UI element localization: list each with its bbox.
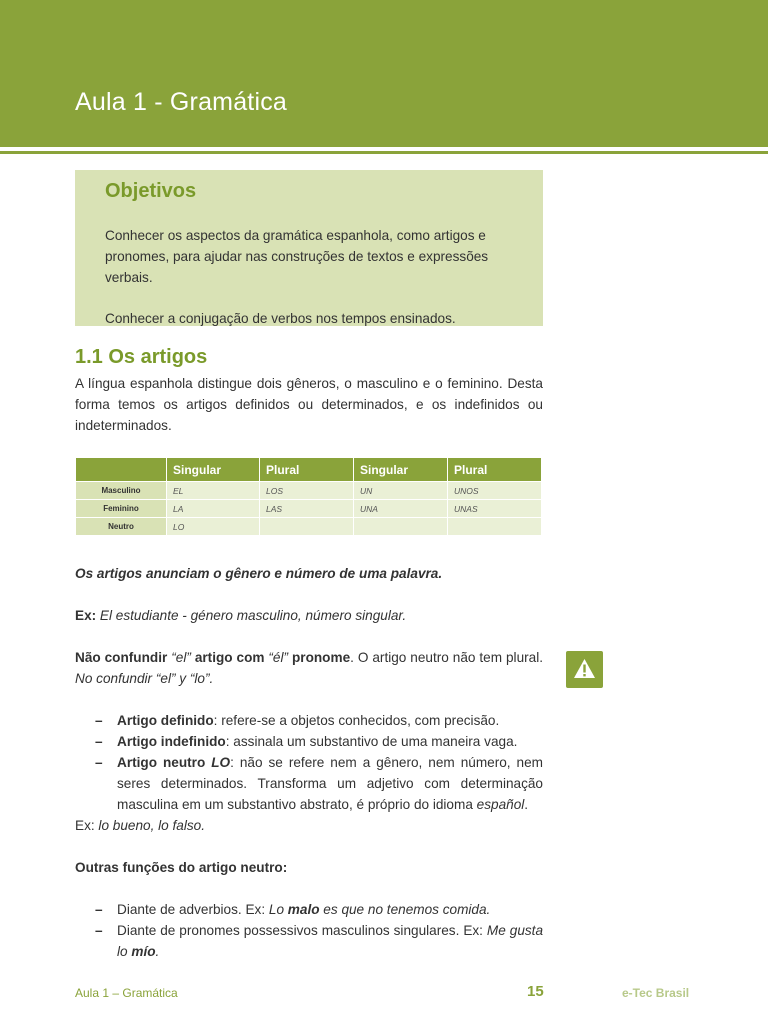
item-text: Diante de pronomes possessivos masculinos singulares. Ex: — [117, 923, 487, 938]
table-header: Singular — [167, 458, 260, 482]
article-types-list — [75, 710, 543, 815]
note-bold: artigo com — [194, 650, 265, 665]
note-text: . O artigo neutro não tem plural. — [350, 650, 544, 665]
item-italic: . — [155, 944, 160, 959]
objectives-title: Objetivos — [105, 180, 197, 202]
objective-2: Conhecer a conjugação de verbos nos tempos ensinados. — [105, 311, 456, 326]
table-cell — [354, 518, 448, 536]
item-end: . — [524, 797, 529, 812]
footer-chapter: Aula 1 – Gramática — [75, 986, 178, 1000]
item-italic: español — [476, 797, 525, 812]
section-title: 1.1 Os artigos — [75, 346, 208, 368]
page-title: Aula 1 - Gramática — [75, 88, 288, 116]
list-item — [75, 899, 543, 920]
example-label: Ex: — [75, 608, 97, 623]
note-bold: pronome — [291, 650, 351, 665]
item-term: Artigo neutro — [117, 755, 212, 770]
item-term-italic: LO — [211, 755, 231, 770]
header-bar — [0, 0, 768, 147]
dash-bullet: – — [95, 902, 103, 917]
note-italic: “él” — [264, 650, 292, 665]
objectives-box — [75, 170, 543, 326]
table-row — [76, 482, 542, 500]
header-divider — [0, 151, 768, 154]
table-header: Singular — [354, 458, 448, 482]
section-intro: A língua espanhola distingue dois gêneros, o masculino e o feminino. Desta forma temos os artigos definidos ou determinados, e os indefinidos ou indeterminados. — [75, 376, 543, 433]
warning-triangle-icon — [566, 651, 603, 688]
item-italic: Me gusta lo — [117, 923, 544, 959]
example-1 — [75, 605, 543, 626]
table-row — [76, 500, 542, 518]
list-item — [75, 731, 543, 752]
table-header: Plural — [260, 458, 354, 482]
item-italic: Lo — [268, 902, 288, 917]
footer-brand: e-Tec Brasil — [622, 986, 690, 1000]
example-text: lo bueno, lo falso. — [98, 818, 205, 833]
articles-table — [75, 457, 542, 536]
table-cell: LA — [167, 500, 260, 518]
item-bold-italic: mío — [131, 944, 156, 959]
other-functions-list — [75, 899, 543, 962]
other-functions-title — [75, 857, 543, 878]
note-italic: No confundir “el” y “lo”. — [75, 671, 214, 686]
dash-bullet: – — [95, 713, 103, 728]
item-text: : assinala um substantivo de uma maneira vaga. — [225, 734, 518, 749]
list-item — [75, 920, 543, 962]
table-cell: EL — [167, 482, 260, 500]
row-label: Feminino — [76, 500, 167, 518]
example-label: Ex: — [75, 818, 99, 833]
table-cell: UNAS — [448, 500, 542, 518]
item-term: Artigo definido — [117, 713, 214, 728]
table-header: Plural — [448, 458, 542, 482]
note-bold: Não confundir — [75, 650, 168, 665]
objective-1: Conhecer os aspectos da gramática espanhola, como artigos e pronomes, para ajudar nas construções de textos e expressões verbais. — [105, 228, 489, 285]
table-cell: UNOS — [448, 482, 542, 500]
dash-bullet: – — [95, 923, 103, 938]
content-body — [75, 563, 543, 962]
table-header — [76, 458, 167, 482]
row-label: Neutro — [76, 518, 167, 536]
item-term: Artigo indefinido — [117, 734, 226, 749]
table-cell: LAS — [260, 500, 354, 518]
table-cell: UNA — [354, 500, 448, 518]
note-paragraph — [75, 647, 543, 689]
statement-text: Os artigos anunciam o gênero e número de uma palavra. — [75, 566, 443, 581]
note-italic: “el” — [167, 650, 195, 665]
table-cell: LOS — [260, 482, 354, 500]
warning-icon — [566, 651, 603, 688]
list-item — [75, 710, 543, 731]
dash-bullet: – — [95, 734, 103, 749]
other-functions-text: Outras funções do artigo neutro: — [75, 860, 288, 875]
dash-bullet: – — [95, 755, 103, 770]
item-text: Diante de adverbios. Ex: — [117, 902, 269, 917]
item-italic: es que no tenemos comida. — [319, 902, 491, 917]
example-2 — [75, 815, 543, 836]
table-header-row — [76, 458, 542, 482]
example-text: El estudiante - género masculino, número singular. — [96, 608, 407, 623]
list-item — [75, 752, 543, 815]
page-number: 15 — [527, 983, 544, 1000]
item-bold-italic: malo — [287, 902, 320, 917]
table-cell: UN — [354, 482, 448, 500]
item-text: : refere-se a objetos conhecidos, com precisão. — [213, 713, 500, 728]
row-label: Masculino — [76, 482, 167, 500]
table-cell: LO — [167, 518, 260, 536]
table-row — [76, 518, 542, 536]
table-cell — [260, 518, 354, 536]
table-cell — [448, 518, 542, 536]
item-text: : não se refere nem a gênero, nem número, nem seres determinados. Transforma um adjetivo com determinação masculina em um substantivo abstrato, é próprio do idioma — [117, 755, 543, 812]
statement — [75, 563, 543, 584]
